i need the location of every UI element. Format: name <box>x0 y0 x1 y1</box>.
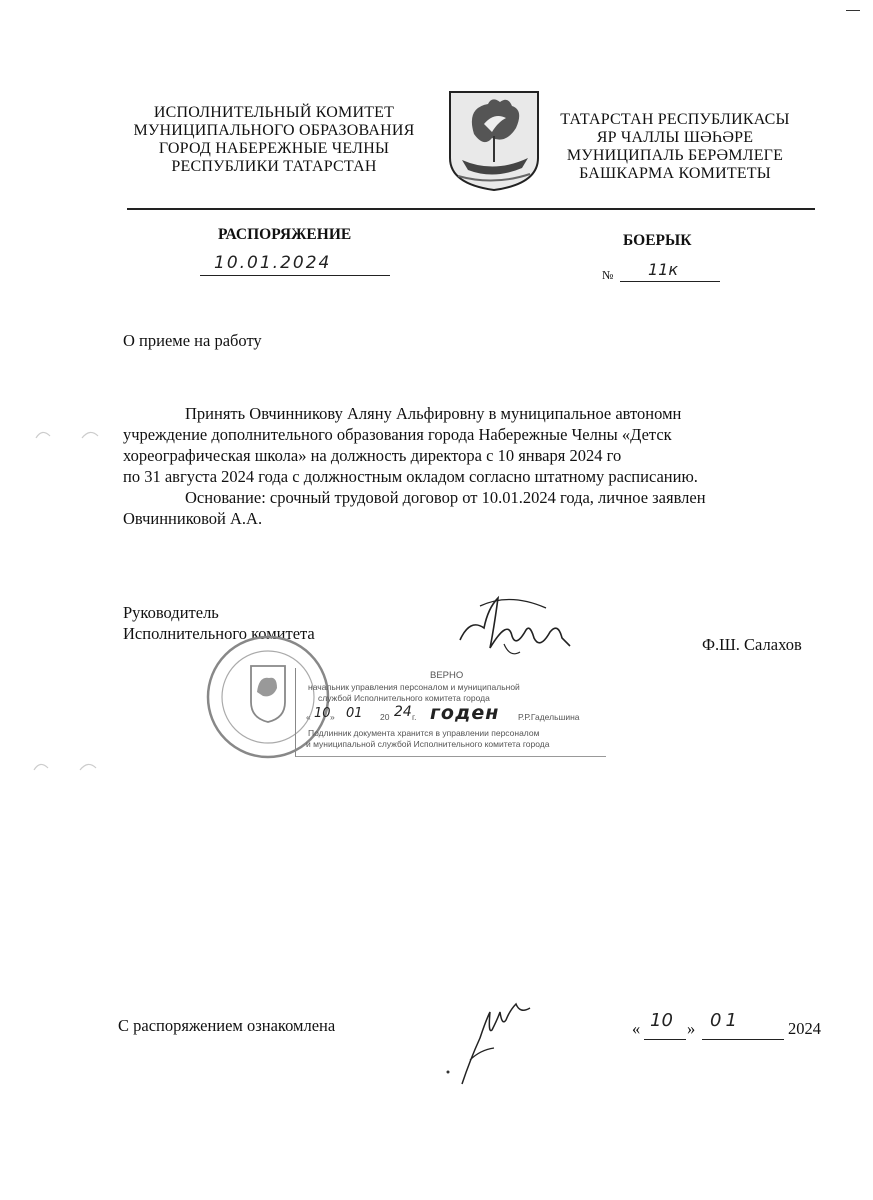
order-number-line <box>620 262 720 282</box>
body-line: Овчинниковой А.А. <box>123 509 263 528</box>
stamp-signer: Р.Р.Гадельшина <box>518 712 580 722</box>
body-line: Основание: срочный трудовой договор от 10.01.2024 года, личное заявлен <box>185 488 706 507</box>
order-date-line <box>200 255 390 276</box>
header-right-line: БАШКАРМА КОМИТЕТЫ <box>579 165 771 182</box>
body-line: учреждение дополнительного образования города Набережные Челны «Детск <box>123 425 672 444</box>
header-right-line: МУНИЦИПАЛЬ БЕРӘМЛЕГЕ <box>566 147 784 164</box>
stamp-date-row: « 10 » 01 20 24 г. годен Р.Р.Гадельшина <box>306 702 580 724</box>
order-body-para1 <box>123 403 853 529</box>
city-emblem <box>444 88 544 192</box>
header-left-line: ГОРОД НАБЕРЕЖНЫЕ ЧЕЛНЫ <box>158 140 390 157</box>
scan-mark <box>846 10 860 11</box>
director-signature <box>450 588 580 668</box>
header-left-line: ИСПОЛНИТЕЛЬНЫЙ КОМИТЕТ <box>153 104 395 121</box>
order-title-tt: БОЕРЫК <box>623 232 692 249</box>
punch-hole-icon <box>30 756 100 776</box>
certification-stamp <box>295 668 606 757</box>
emblem-icon <box>444 88 544 192</box>
ack-quote-open: « <box>632 1019 641 1038</box>
header-right-line: ЯР ЧАЛЛЫ ШӘҺӘРЕ <box>596 129 754 146</box>
employee-signature <box>440 990 550 1090</box>
signer-position-line: Исполнительного комитета <box>123 624 315 643</box>
header-divider <box>127 208 815 210</box>
signature-icon <box>440 990 550 1090</box>
punch-hole-icon <box>32 424 102 444</box>
order-subject: О приеме на работу <box>123 331 262 350</box>
stamp-date-suffix: г. <box>412 712 417 722</box>
stamp-line2: службой Исполнительного комитета города <box>318 693 490 703</box>
header-left-line: МУНИЦИПАЛЬНОГО ОБРАЗОВАНИЯ <box>133 122 415 139</box>
scan-artifact <box>30 756 100 776</box>
body-line: Принять Овчинникову Аляну Альфировну в муниципальное автономн <box>185 404 682 423</box>
header-right-line: ТАТАРСТАН РЕСПУБЛИКАСЫ <box>560 111 790 128</box>
header-left <box>118 104 430 176</box>
order-number: 11к <box>648 260 679 279</box>
scan-artifact <box>32 424 102 444</box>
stamp-line3: Подлинник документа хранится в управлении персоналом <box>308 728 540 738</box>
acknowledgement-date <box>632 1010 837 1042</box>
signer-position-line: Руководитель <box>123 603 219 622</box>
order-number-label: № <box>602 268 614 282</box>
stamp-verno: ВЕРНО <box>430 670 464 681</box>
stamp-handwritten: годен <box>430 702 500 724</box>
signature-icon <box>450 588 580 668</box>
stamp-date-day: 10 <box>314 706 331 721</box>
acknowledgement-label: С распоряжением ознакомлена <box>118 1016 336 1035</box>
stamp-line4: и муниципальной службой Исполнительного комитета города <box>306 739 550 749</box>
order-number-field <box>602 262 722 282</box>
order-title-ru: РАСПОРЯЖЕНИЕ <box>218 226 352 243</box>
body-line: хореографическая школа» на должность директора с 10 января 2024 го <box>123 446 622 465</box>
header-right <box>540 111 810 183</box>
stamp-line1: начальник управления персоналом и муниципальной <box>308 682 520 692</box>
header-left-line: РЕСПУБЛИКИ ТАТАРСТАН <box>171 158 377 175</box>
stamp-date-year: 24 <box>394 704 412 720</box>
ack-day: 10 <box>650 1010 673 1031</box>
body-line: по 31 августа 2024 года с должностным окладом согласно штатному расписанию. <box>123 467 698 486</box>
signer-name: Ф.Ш. Салахов <box>702 635 802 654</box>
order-date: 10.01.2024 <box>214 253 332 273</box>
ack-quote-close: » <box>687 1019 696 1038</box>
ack-year: 2024 <box>788 1019 821 1038</box>
stamp-date-year-prefix: 20 <box>380 712 390 722</box>
stamp-date-month: 01 <box>346 706 363 721</box>
ack-month: 01 <box>710 1010 741 1031</box>
